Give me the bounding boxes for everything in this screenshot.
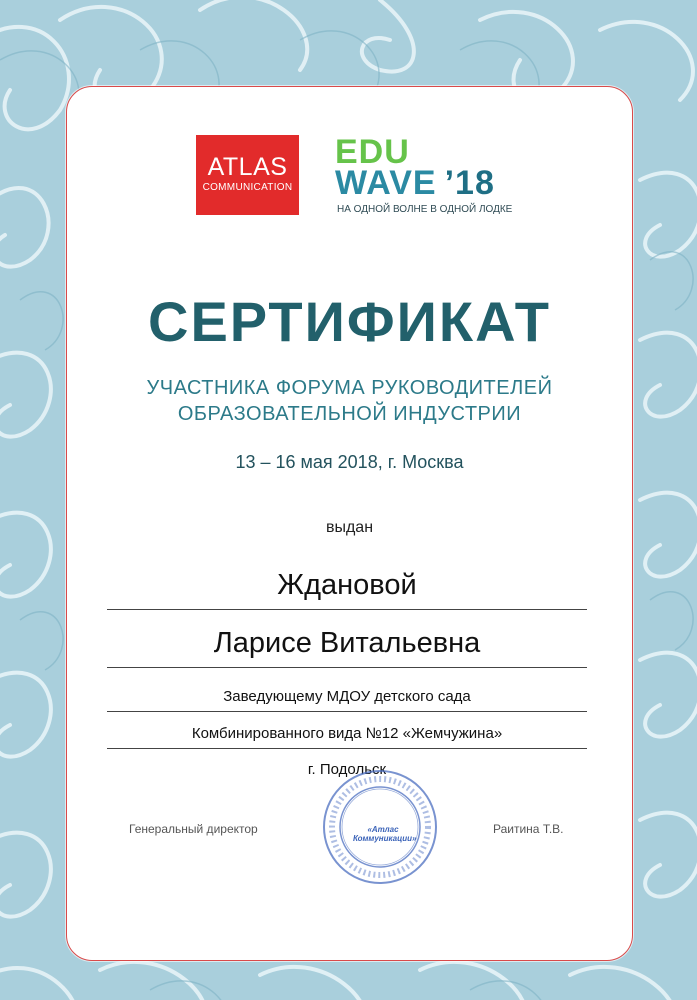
signature-title: Генеральный директор <box>129 822 258 836</box>
issued-label: выдан <box>325 519 374 536</box>
position-underline <box>107 711 587 712</box>
event-date: 13 – 16 мая 2018, г. Москва <box>235 452 464 472</box>
atlas-communication-logo <box>196 135 299 215</box>
wave-logo-line <box>335 165 495 201</box>
signature-name: Раитина Т.В. <box>493 822 564 836</box>
subtitle-line-2: ОБРАЗОВАТЕЛЬНОЙ ИНДУСТРИИ <box>177 403 522 425</box>
wave-logo-word: WAVE <box>335 164 437 202</box>
recipient-organization: Комбинированного вида №12 «Жемчужина» <box>191 725 503 742</box>
name-underline <box>107 667 587 668</box>
certificate-subtitle <box>67 375 632 427</box>
edu-wave-tagline: НА ОДНОЙ ВОЛНЕ В ОДНОЙ ЛОДКЕ <box>337 204 513 215</box>
edu-wave-logo <box>335 135 565 220</box>
atlas-logo-sub: COMMUNICATION <box>202 182 293 193</box>
organization-underline <box>107 748 587 749</box>
wave-logo-year: ’18 <box>444 164 495 202</box>
subtitle-line-1: УЧАСТНИКА ФОРУМА РУКОВОДИТЕЛЕЙ <box>146 377 553 399</box>
recipient-city: г. Подольск <box>307 761 387 778</box>
recipient-surname: Ждановой <box>277 569 417 601</box>
atlas-logo-name: ATLAS <box>207 153 288 181</box>
edu-logo-word: EDU <box>335 133 410 171</box>
surname-underline <box>107 609 587 610</box>
recipient-name: Ларисе Витальевна <box>213 627 481 659</box>
stamp-center-text: «Атлас Коммуникации» <box>353 825 417 843</box>
certificate-sheet <box>66 86 633 961</box>
certificate-title: СЕРТИФИКАТ <box>148 290 551 353</box>
recipient-position: Заведующему МДОУ детского сада <box>223 688 471 705</box>
